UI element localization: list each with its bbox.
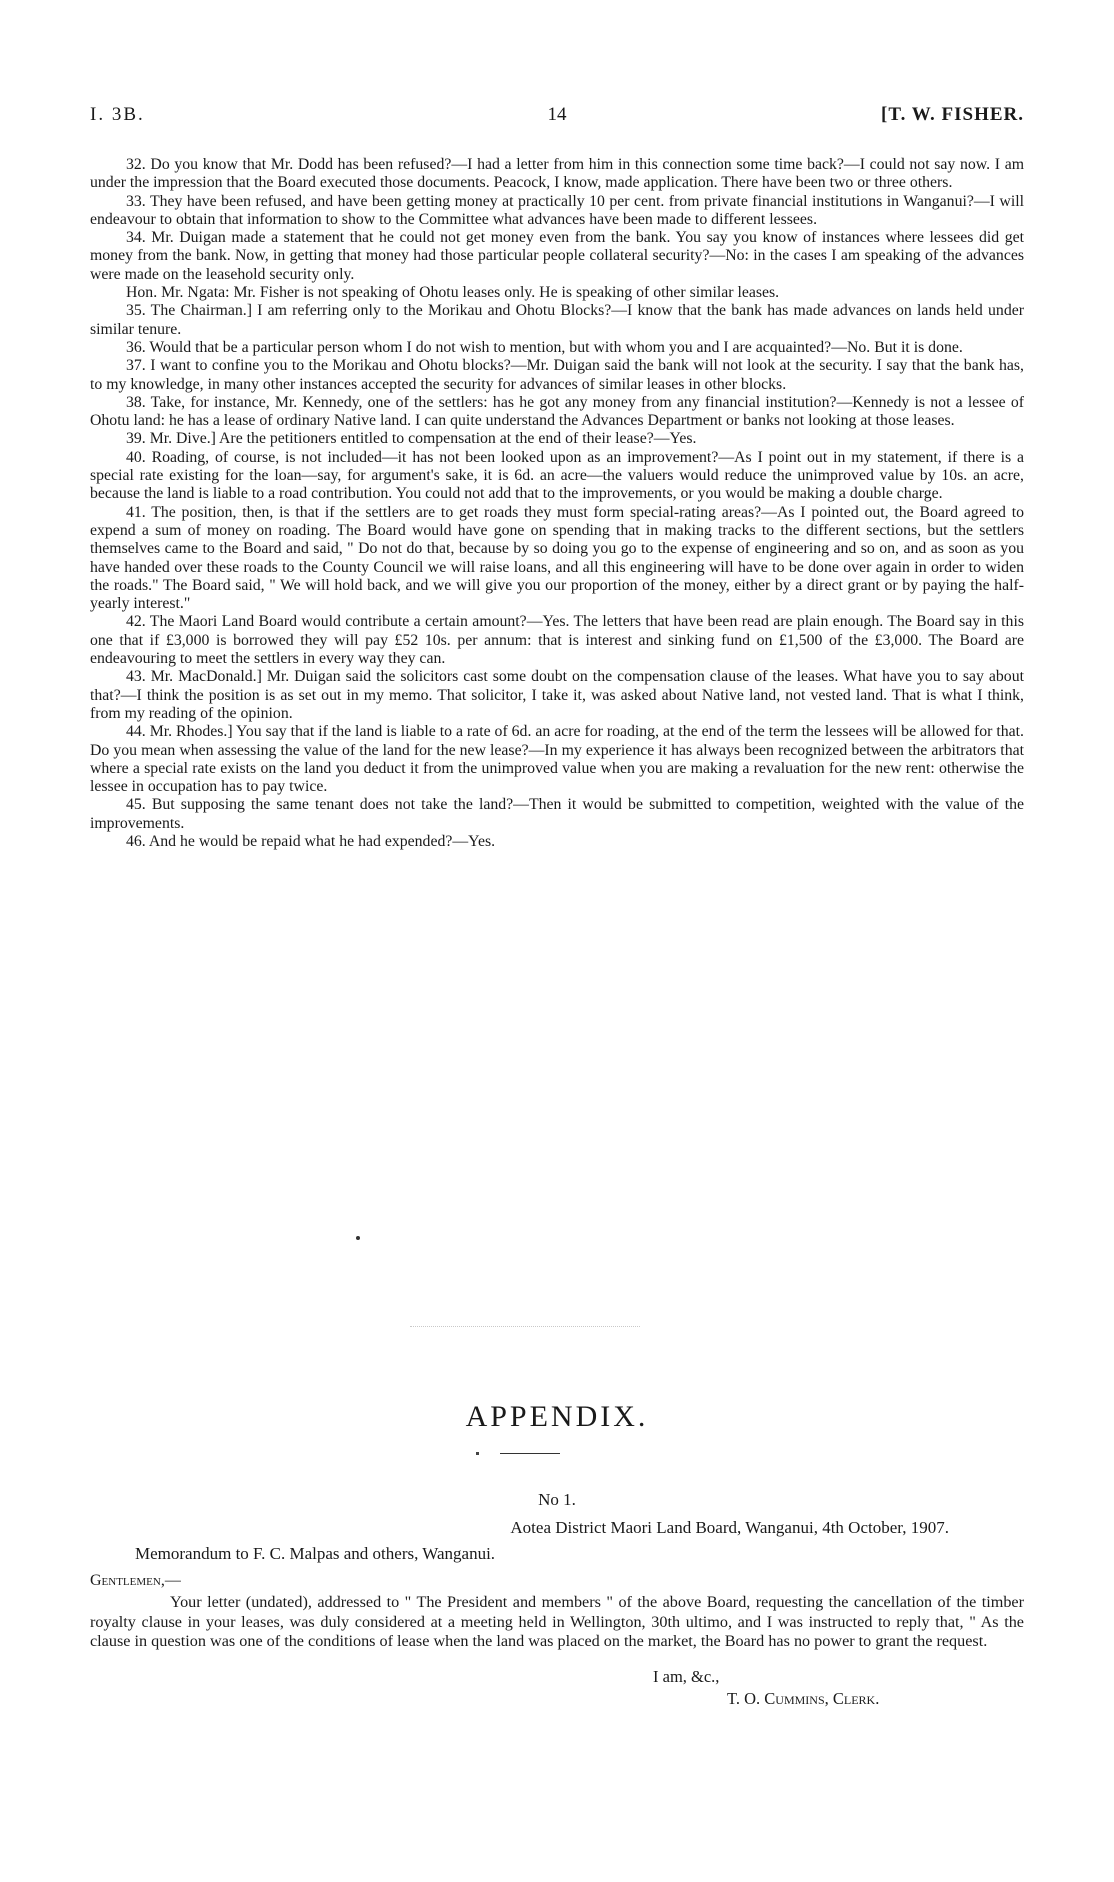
letter-body xyxy=(90,1593,1024,1652)
paragraph-q46: 46. And he would be repaid what he had expended?—Yes. xyxy=(126,832,496,850)
section-divider xyxy=(410,1326,640,1327)
ink-speck xyxy=(356,1236,360,1240)
paragraph-q42: 42. The Maori Land Board would contribute a certain amount?—Yes. The letters that have been read are plain enough. The Board say in this one that if £3,000 is borrowed they will pay £52 10s. per annum: that is interest and sinking fund on £1,500 of the £3,000. The Board are endeavouring to meet the settlers in every way they can. xyxy=(90,613,1024,668)
paragraph-q41: 41. The position, then, is that if the settlers are to get roads they must form special-rating areas?—As I pointed out, the Board agreed to expend a sum of money on roading. The Board would have gone on spending that in making tracks to the different sections, but the settlers themselves came to the Board and said, " Do not do that, because by so doing you go to the expense of engineering and so on, and as soon as you have handed over these roads to the County Council we will raise loans, and all this engineering will have to be done over again in order to widen the roads." The Board said, " We will hold back, and we will give you our proportion of the money, either by a direct grant or by paying the half-yearly interest." xyxy=(90,503,1024,613)
letter-heading: Aotea District Maori Land Board, Wanganui, 4th October, 1907. xyxy=(510,1518,949,1537)
rule-dot xyxy=(476,1452,479,1455)
paragraph-q37: 37. I want to confine you to the Morikau and Ohotu blocks?—Mr. Duigan said the bank will not look at the security. I say that the bank has, to my knowledge, in many other instances accepted the security for advances of similar leases in other blocks. xyxy=(90,357,1024,393)
paragraph-q32: 32. Do you know that Mr. Dodd has been refused?—I had a letter from him in this connection some time back?—I could not say now. I am under the impression that the Board executed those documents. Peacock, I know, made application. There have been two or three others. xyxy=(90,156,1024,192)
witness-name: [T. W. FISHER. xyxy=(881,104,1024,125)
appendix-title: APPENDIX. xyxy=(465,1400,649,1433)
salutation: Gentlemen,— xyxy=(90,1572,181,1589)
signature: T. O. Cummins, Clerk. xyxy=(727,1689,880,1708)
testimony-body xyxy=(90,156,1024,851)
paragraph-q35: 35. The Chairman.] I am referring only to the Morikau and Ohotu Blocks?—I know that the bank has made advances on lands held under similar tenure. xyxy=(90,302,1024,338)
page-number: 14 xyxy=(547,104,567,125)
paragraph-q45: 45. But supposing the same tenant does not take the land?—Then it would be submitted to competition, weighted with the value of the improvements. xyxy=(90,796,1024,832)
paragraph-q40: 40. Roading, of course, is not included—it has not been looked upon as an improvement?—As I point out in my statement, if there is a special rate existing for the loan—say, for argument's sake, it is 6d. an acre—the valuers would reduce the unimproved value by 10s. an acre, because the land is liable to a road contribution. You could not add that to the improvements, or you would be making a double charge. xyxy=(90,448,1024,503)
paragraph-q34: 34. Mr. Duigan made a statement that he could not get money even from the bank. You say you know of instances where lessees did get money from the bank. Now, in getting that money had those particular people collateral security?—No: in the cases I am speaking of the advances were made on the leasehold security only. xyxy=(90,229,1024,283)
page-header xyxy=(90,104,1024,134)
document-reference: I. 3B. xyxy=(90,104,145,125)
paragraph-q36: 36. Would that be a particular person whom I do not wish to mention, but with whom you and I are acquainted?—No. But it is done. xyxy=(126,338,963,356)
paragraph-q33: 33. They have been refused, and have been getting money at practically 10 per cent. from private financial institutions in Wanganui?—I will endeavour to obtain that information to show to the Committee what advances have been made to different lessees. xyxy=(90,192,1024,228)
appendix-rule xyxy=(500,1453,560,1454)
letter-paragraph: Your letter (undated), addressed to " The President and members " of the above Board, requesting the cancellation of the timber royalty clause in your leases, was duly considered at a meeting held in Wellington, 30th ultimo, and I was instructed to reply that, " As the clause in question was one of the conditions of lease when the land was placed on the market, the Board has no power to grant the request. xyxy=(90,1593,1024,1650)
paragraph-q43: 43. Mr. MacDonald.] Mr. Duigan said the solicitors cast some doubt on the compensation clause of the leases. What have you to say about that?—I think the position is as set out in my memo. That solicitor, I take it, was asked about Native land, not vested land. That is what I think, from my reading of the opinion. xyxy=(90,668,1024,722)
paragraph-ngata-remark: Hon. Mr. Ngata: Mr. Fisher is not speaking of Ohotu leases only. He is speaking of other similar leases. xyxy=(126,284,780,302)
paragraph-q38: 38. Take, for instance, Mr. Kennedy, one of the settlers: has he got any money from any financial institution?—Kennedy is not a lessee of Ohotu land: he has a lease of ordinary Native land. I can quite understand the Advances Department or banks not looking at those leases. xyxy=(90,393,1024,430)
appendix-number: No 1. xyxy=(538,1490,576,1509)
paragraph-q44: 44. Mr. Rhodes.] You say that if the land is liable to a rate of 6d. an acre for roading, at the end of the term the lessees will be allowed for that. Do you mean when assessing the value of the land for the new lease?—In my experience it has always been recognized between the arbitrators that where a special rate exists on the land you deduct it from the unimproved value when you are making a revaluation for the new rent: otherwise the lessee in occupation has to pay twice. xyxy=(90,723,1024,796)
letter-closing: I am, &c., xyxy=(653,1667,720,1686)
memo-line: Memorandum to F. C. Malpas and others, Wanganui. xyxy=(135,1544,496,1563)
paragraph-q39: 39. Mr. Dive.] Are the petitioners entitled to compensation at the end of their lease?—Yes. xyxy=(126,430,697,448)
